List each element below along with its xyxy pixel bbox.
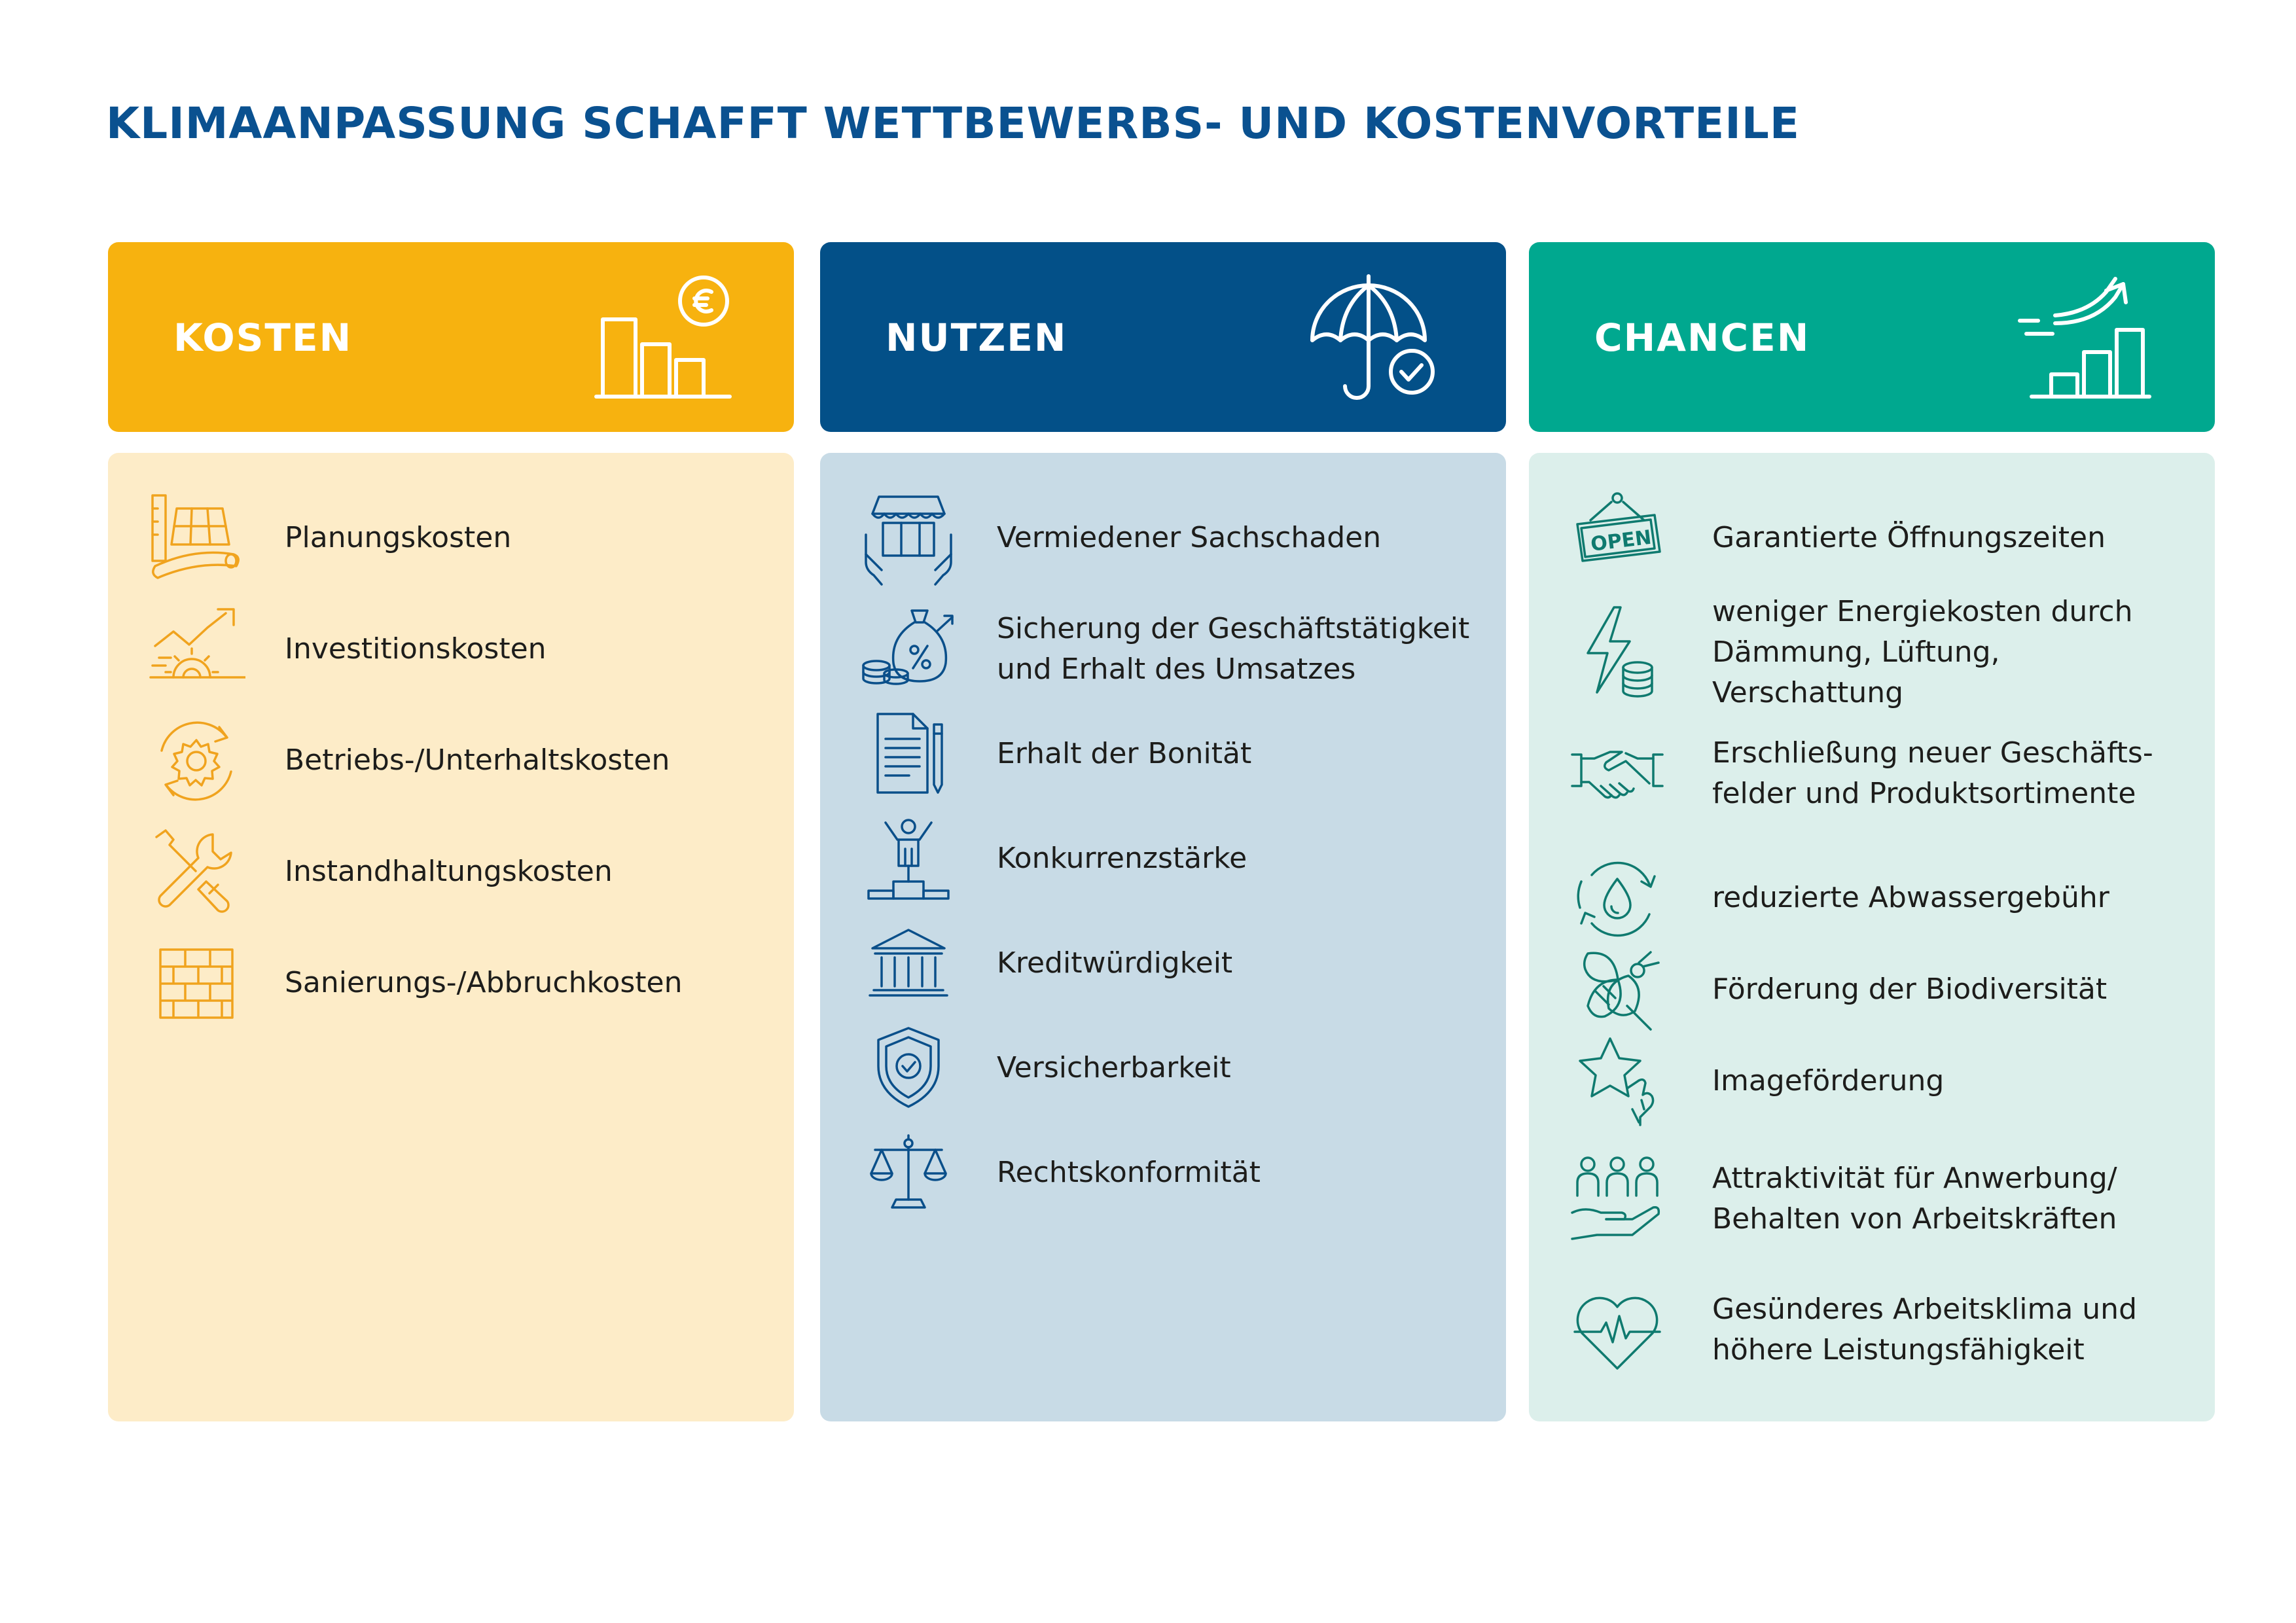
list-item	[1568, 1133, 2197, 1264]
item-label: Garantierte Öffnungszeiten	[1712, 521, 2106, 554]
chart-euro-icon	[591, 268, 735, 406]
water-cycle-icon	[1568, 849, 1666, 947]
chancen-list	[1529, 453, 2215, 1421]
list-item	[1568, 1032, 2197, 1130]
list-item	[859, 914, 1488, 1012]
bee-icon	[1568, 940, 1666, 1039]
list-item	[147, 823, 776, 921]
kosten-header	[108, 242, 794, 432]
item-label: Erhalt der Bonität	[997, 737, 1252, 770]
nutzen-column	[820, 242, 1506, 1189]
document-pen-icon	[859, 705, 958, 803]
item-label: Kreditwürdigkeit	[997, 946, 1233, 980]
item-label: Investitionskosten	[285, 632, 547, 666]
heart-pulse-icon	[1568, 1281, 1666, 1379]
item-label: weniger Energiekosten durch Dämmung, Lüftung, Verschattung	[1712, 595, 2133, 709]
item-label: Instandhaltungskosten	[285, 855, 613, 888]
growth-arrow-icon	[2012, 268, 2156, 406]
kosten-column	[108, 242, 794, 999]
list-item	[147, 934, 776, 1032]
money-bag-icon	[859, 600, 958, 698]
list-item	[147, 711, 776, 810]
blueprint-icon	[147, 489, 245, 587]
item-label: Sicherung der Geschäftstätigkeit und Erhalt des Umsatzes	[997, 612, 1470, 686]
item-label: Betriebs-/Unterhaltskosten	[285, 743, 670, 777]
item-label: Erschließung neuer Geschäfts- felder und Produktsortimente	[1712, 736, 2153, 810]
list-item	[859, 1124, 1488, 1222]
item-label: Planungskosten	[285, 521, 512, 554]
lightning-coins-icon	[1568, 603, 1666, 702]
list-item	[859, 600, 1488, 698]
list-item	[147, 600, 776, 698]
list-item	[859, 489, 1488, 587]
item-label: Imageförderung	[1712, 1064, 1945, 1097]
tools-icon	[147, 823, 245, 921]
nutzen-header	[820, 242, 1506, 432]
page-title: KLIMAANPASSUNG SCHAFFT WETTBEWERBS- UND KOSTENVORTEILE	[106, 98, 1800, 149]
chancen-column	[1529, 242, 2215, 1366]
growth-gear-icon	[147, 600, 245, 698]
list-item	[859, 705, 1488, 803]
nutzen-heading: NUTZEN	[886, 315, 1067, 360]
list-item	[1568, 489, 2197, 587]
chancen-header	[1529, 242, 2215, 432]
gear-cycle-icon	[147, 711, 245, 810]
handshake-icon	[1568, 724, 1666, 823]
shop-hands-icon	[859, 489, 958, 587]
list-item	[147, 489, 776, 587]
svg-text:OPEN: OPEN	[1589, 526, 1653, 556]
scales-icon	[859, 1124, 958, 1222]
item-label: Konkurrenzstärke	[997, 842, 1247, 875]
item-label: Förderung der Biodiversität	[1712, 972, 2108, 1006]
shield-check-icon	[859, 1019, 958, 1117]
list-item	[1568, 940, 2197, 1039]
list-item	[1568, 587, 2197, 718]
list-item	[1568, 849, 2197, 947]
brick-wall-icon	[147, 934, 245, 1032]
list-item	[1568, 1264, 2197, 1395]
bank-icon	[859, 914, 958, 1012]
item-label: Sanierungs-/Abbruchkosten	[285, 966, 683, 999]
chancen-heading: CHANCEN	[1594, 315, 1810, 360]
open-sign-icon	[1568, 489, 1666, 587]
people-hand-icon	[1568, 1150, 1666, 1248]
winner-podium-icon	[859, 810, 958, 908]
umbrella-check-icon	[1303, 268, 1447, 406]
item-label: Attraktivität für Anwerbung/ Behalten von Arbeitskräften	[1712, 1162, 2117, 1236]
kosten-heading: KOSTEN	[173, 315, 353, 360]
nutzen-list	[820, 453, 1506, 1421]
item-label: Rechtskonformität	[997, 1156, 1261, 1189]
item-label: Vermiedener Sachschaden	[997, 521, 1382, 554]
kosten-list	[108, 453, 794, 1421]
list-item	[859, 810, 1488, 908]
list-item	[859, 1019, 1488, 1117]
list-item	[1568, 708, 2197, 839]
item-label: Gesünderes Arbeitsklima und höhere Leistungsfähigkeit	[1712, 1293, 2137, 1366]
star-hand-icon	[1568, 1032, 1666, 1130]
item-label: reduzierte Abwassergebühr	[1712, 881, 2109, 914]
item-label: Versicherbarkeit	[997, 1051, 1231, 1084]
